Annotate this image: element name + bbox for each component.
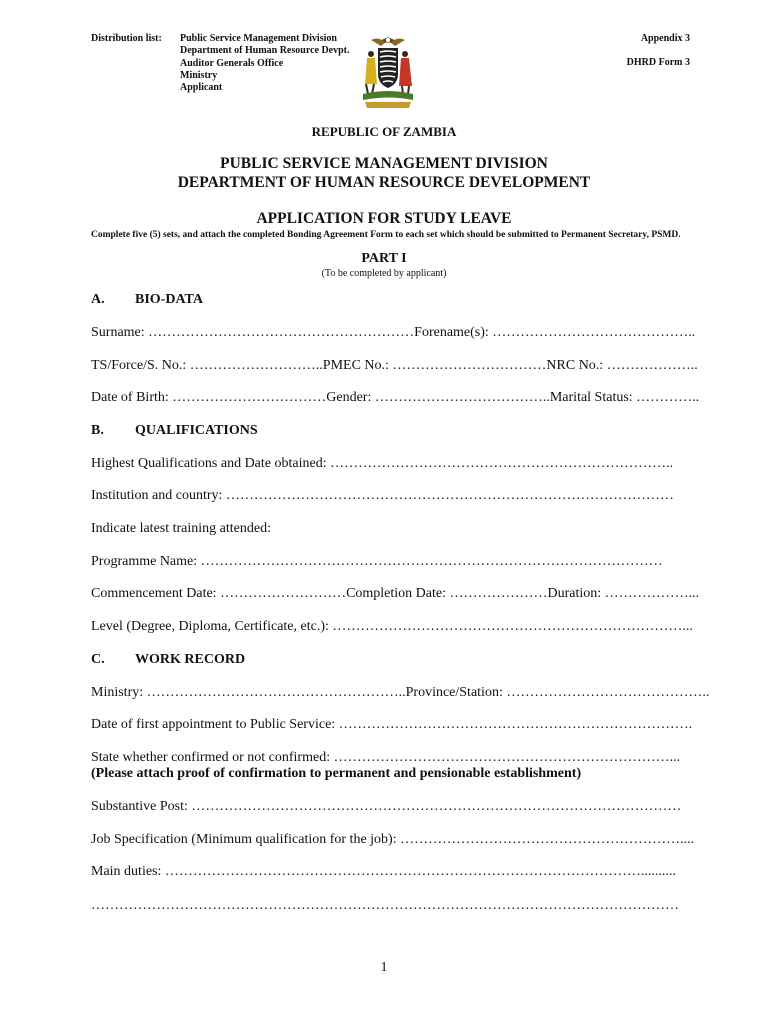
latest-training-label: Indicate latest training attended: [91,521,271,536]
training-dates-field[interactable]: Commencement Date: ………………………Completion Date: …………………Duration: ………………... [91,586,700,601]
distribution-item: Department of Human Resource Devpt. [180,45,350,57]
ministry-station-field[interactable]: Ministry: ………………………………………………..Province/Station: …………………………………….. [91,685,710,700]
distribution-item: Applicant [180,82,223,94]
main-duties-field[interactable]: Main duties: ………………………………………………………………………………………….......... [91,864,676,879]
instruction-text: Complete five (5) sets, and attach the completed Bonding Agreement Form to each set which should be submitted to Permanent Secretary, PSMD. [91,230,681,240]
institution-country-field[interactable]: Institution and country: …………………………………………………………………………………… [91,488,674,503]
substantive-post-field[interactable]: Substantive Post: …………………………………………………………………………………………… [91,799,682,814]
section-b-title: QUALIFICATIONS [135,423,258,438]
programme-name-field[interactable]: Programme Name: ……………………………………………………………………………………… [91,554,663,569]
distribution-item: Ministry [180,69,218,81]
section-a-title: BIO-DATA [135,292,203,307]
highest-qualification-field[interactable]: Highest Qualifications and Date obtained: ……………………………………………………………….. [91,456,674,471]
distribution-item: Auditor Generals Office [180,57,284,69]
country-heading: REPUBLIC OF ZAMBIA [311,124,457,139]
coat-of-arms-emblem [357,32,419,112]
form-title: APPLICATION FOR STUDY LEAVE [256,210,512,227]
birth-gender-marital-field[interactable]: Date of Birth: ……………………………Gender: ………………………………..Marital Status: ………….. [91,390,700,405]
part-heading: PART I [361,251,407,266]
section-c-title: WORK RECORD [135,652,246,667]
distribution-list [180,33,350,94]
main-duties-continuation-field[interactable]: ……………………………………………………………………………………………………………… [91,898,679,913]
form-number: DHRD Form 3 [626,57,690,68]
confirmation-status-field[interactable]: State whether confirmed or not confirmed: ………………………………………………………………... [91,750,681,765]
service-number-field[interactable]: TS/Force/S. No.: ………………………..PMEC No.: ……………………………NRC No.: ……………….. [91,358,698,373]
first-appointment-field[interactable]: Date of first appointment to Public Service: …………………………………………………………………. [91,717,693,732]
training-level-field[interactable]: Level (Degree, Diploma, Certificate, etc.): …………………………………………………………………... [91,619,693,634]
part-note: (To be completed by applicant) [321,268,447,279]
appendix-label: Appendix 3 [640,33,690,44]
surname-forename-field[interactable]: Surname: …………………………………………………Forename(s): …………………………………….. [91,325,696,340]
page-number: 1 [380,960,388,975]
division-heading: PUBLIC SERVICE MANAGEMENT DIVISION [220,155,548,172]
distribution-list-label: Distribution list: [91,33,162,44]
section-b-letter: B. [91,423,104,438]
section-c-letter: C. [91,652,105,667]
distribution-item: Public Service Management Division [180,33,337,44]
department-heading: DEPARTMENT OF HUMAN RESOURCE DEVELOPMENT [177,174,591,191]
section-a-letter: A. [91,292,105,307]
confirmation-proof-note: (Please attach proof of confirmation to permanent and pensionable establishment) [91,766,582,781]
job-specification-field[interactable]: Job Specification (Minimum qualification for the job): …………………………………………………….... [91,832,695,847]
